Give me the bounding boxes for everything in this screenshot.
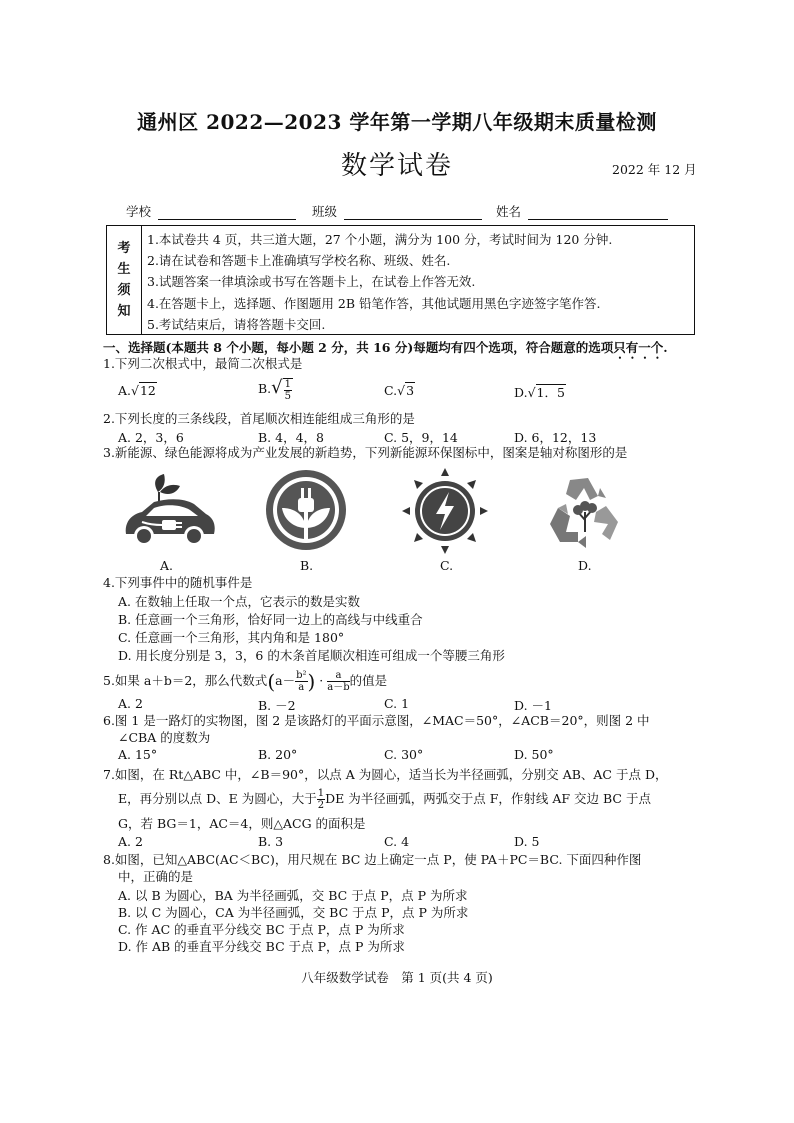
q3-label-b: B. — [300, 558, 314, 573]
plug-sprout-icon — [264, 468, 348, 552]
section-heading-end: . — [663, 340, 668, 355]
q4-option-b: B. 任意画一个三角形，恰好同一边上的高线与中线重合 — [118, 612, 423, 627]
q6-option-c: C. 30° — [384, 747, 424, 762]
radicand: 12 — [139, 383, 156, 398]
notice-heading-char: 知 — [117, 304, 131, 319]
q8-option-c: C. 作 AC 的垂直平分线交 BC 于点 P，点 P 为所求 — [118, 922, 405, 937]
q6-option-a: A. 15° — [118, 747, 158, 762]
q6-option-d: D. 50° — [514, 747, 554, 762]
q4-stem: 4.下列事件中的随机事件是 — [103, 575, 253, 590]
name-label: 姓名 — [496, 204, 522, 219]
q8-option-a: A. 以 B 为圆心，BA 为半径画弧，交 BC 于点 P，点 P 为所求 — [118, 888, 468, 903]
q2-option-d: D. 6，12，13 — [514, 430, 597, 445]
school-field[interactable] — [158, 219, 296, 220]
class-label: 班级 — [312, 204, 338, 219]
notice-item: 5.考试结束后，请将答题卡交回. — [147, 316, 326, 332]
radicand: 1．5 — [536, 385, 565, 400]
frac-num: 1 — [284, 378, 292, 390]
electric-car-icon — [118, 472, 218, 554]
frac-num: a — [327, 670, 349, 682]
q5-stem: 5.如果 a＋b＝2，那么代数式(a－ $\frac{\text{b²}}{a}$ ) · $\frac{a}{a-b}$ 的值是 — [103, 669, 388, 694]
q1-option-a: A.√12 — [118, 383, 156, 398]
option-label: D. — [514, 385, 528, 400]
notice-item: 1.本试卷共 4 页，共三道大题，27 个小题，满分为 100 分，考试时间为 120 分钟. — [147, 232, 613, 247]
class-field[interactable] — [344, 219, 482, 220]
q7-text: E，再分别以点 D、E 为圆心，大于 — [118, 791, 317, 806]
q3-label-a: A. — [160, 558, 174, 573]
exam-date: 2022 年 12 月 — [612, 162, 697, 177]
frac-den: a — [298, 682, 305, 693]
q5-frac2 — [327, 670, 349, 693]
q2-option-c: C. 5，9，14 — [384, 430, 458, 445]
q2-option-a: A. 2，3，6 — [118, 430, 184, 445]
notice-heading — [107, 226, 142, 334]
q6-stem-line2: ∠CBA 的度数为 — [118, 730, 211, 745]
name-field[interactable] — [528, 219, 668, 220]
notice-item: 4.在答题卡上，选择题、作图题用 2B 铅笔作答，其他试题用黑色字迹签字笔作答. — [147, 295, 601, 311]
school-label: 学校 — [126, 204, 152, 219]
q6-stem-line1: 6.图 1 是一路灯的实物图，图 2 是该路灯的平面示意图，∠MAC＝50°，∠ACB＝20°，则图 2 中 — [103, 713, 650, 728]
section-heading-emphasis: 只有一个 — [613, 340, 664, 355]
notice-heading-char: 须 — [117, 283, 131, 298]
exam-notice-box — [106, 225, 695, 335]
q8-stem-line1: 8.如图，已知△ABC(AC＜BC)，用尺规在 BC 边上确定一点 P，使 PA＋PC＝BC. 下面四种作图 — [103, 852, 642, 867]
q5-option-d: D. －1 — [514, 698, 552, 713]
q5-option-b: B. －2 — [258, 698, 296, 713]
q2-stem: 2.下列长度的三条线段，首尾顺次相连能组成三角形的是 — [103, 411, 415, 426]
q7-option-b: B. 3 — [258, 834, 284, 849]
q7-option-a: A. 2 — [118, 834, 143, 849]
frac-num: 1 — [317, 788, 325, 799]
notice-item: 3.试题答案一律填涂或书写在答题卡上，在试卷上作答无效. — [147, 274, 476, 290]
q7-stem-line1: 7.如图，在 Rt△ABC 中，∠B＝90°，以点 A 为圆心，适当长为半径画弧，分别交 AB、AC 于点 D， — [103, 767, 668, 782]
page-footer: 八年级数学试卷 第 1 页(共 4 页) — [301, 970, 493, 985]
solar-bolt-icon — [400, 466, 490, 556]
q1-option-b: B.√ $\frac{1}{5}$ — [258, 377, 292, 402]
q3-stem: 3.新能源、绿色能源将成为产业发展的新趋势，下列新能源环保图标中，图案是轴对称图形的是 — [103, 445, 628, 460]
q7-half — [317, 788, 325, 811]
q5-stem-text: 5.如果 a＋b＝2，那么代数式 — [103, 673, 268, 688]
q7-option-d: D. 5 — [514, 834, 540, 849]
q7-stem-line2 — [118, 788, 651, 811]
q8-option-b: B. 以 C 为圆心，CA 为半径画弧，交 BC 于点 P，点 P 为所求 — [118, 905, 469, 920]
frac-den: a－b — [327, 682, 350, 693]
q2-option-b: B. 4，4，8 — [258, 430, 324, 445]
frac-den: 5 — [284, 390, 292, 402]
exam-subtitle: 数学试卷 — [340, 151, 453, 181]
notice-item: 2.请在试卷和答题卡上准确填写学校名称、班级、姓名. — [147, 253, 451, 269]
q7-text: DE 为半径画弧，两弧交于点 F，作射线 AF 交边 BC 于点 — [325, 791, 651, 806]
q1-stem: 1.下列二次根式中，最简二次根式是 — [103, 356, 303, 371]
q5-frac1 — [295, 670, 307, 693]
q3-label-c: C. — [440, 558, 454, 573]
q6-option-b: B. 20° — [258, 747, 298, 762]
q8-option-d: D. 作 AB 的垂直平分线交 BC 于点 P，点 P 为所求 — [118, 939, 405, 954]
radicand: 3 — [406, 383, 415, 398]
q5-expr: a－ — [275, 673, 296, 688]
exam-title: 通州区 2022—2023 学年第一学期八年级期末质量检测 — [137, 110, 657, 134]
q4-option-c: C. 任意画一个三角形，其内角和是 180° — [118, 630, 345, 645]
q5-option-a: A. 2 — [118, 696, 143, 711]
recycle-icon — [540, 470, 630, 554]
notice-list — [147, 229, 612, 335]
q7-stem-line3: G，若 BG＝1，AC＝4，则△ACG 的面积是 — [118, 816, 366, 831]
q3-label-d: D. — [578, 558, 592, 573]
q5-dot: · — [319, 673, 324, 688]
radicand-fraction — [283, 378, 293, 402]
q4-option-d: D. 用长度分别是 3，3，6 的木条首尾顺次相连可组成一个等腰三角形 — [118, 648, 505, 663]
q1-option-c: C.√3 — [384, 383, 415, 398]
notice-heading-char: 考 — [117, 241, 131, 256]
q8-stem-line2: 中，正确的是 — [118, 869, 194, 884]
frac-num: b² — [296, 670, 307, 681]
section-heading-text: 一、选择题(本题共 8 个小题，每小题 2 分，共 16 分)每题均有四个选项，符合题意的选项 — [103, 340, 614, 355]
notice-heading-char: 生 — [117, 262, 131, 277]
option-label: B. — [258, 381, 272, 396]
q4-option-a: A. 在数轴上任取一个点，它表示的数是实数 — [118, 594, 360, 609]
q5-stem-end: 的值是 — [349, 673, 388, 688]
q1-option-d: D.√1．5 — [514, 385, 565, 400]
option-label: C. — [384, 383, 398, 398]
option-label: A. — [118, 383, 132, 398]
q7-option-c: C. 4 — [384, 834, 410, 849]
frac-den: 2 — [317, 800, 325, 811]
q5-option-c: C. 1 — [384, 696, 410, 711]
